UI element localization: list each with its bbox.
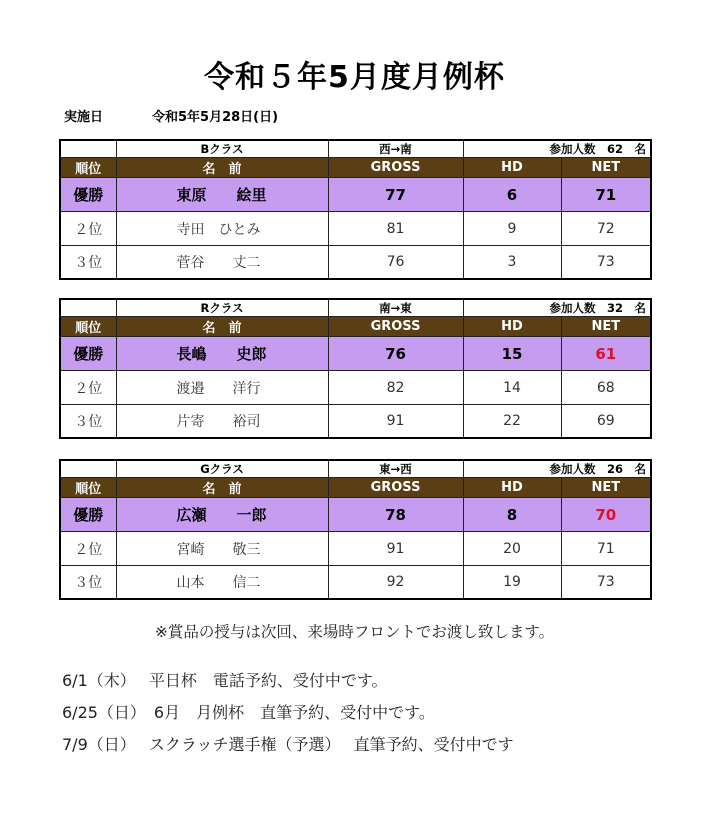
- player-name: 長嶋 史郎: [116, 337, 328, 371]
- class-name: Bクラス: [116, 140, 328, 158]
- rank-cell: ２位: [60, 212, 116, 246]
- rank-cell: ３位: [60, 246, 116, 280]
- gross-score: 76: [328, 246, 463, 280]
- course-route: 南→東: [328, 299, 463, 317]
- net-score: 73: [561, 566, 651, 600]
- player-name: 渡邉 洋行: [116, 371, 328, 405]
- table-row: [60, 532, 651, 566]
- gross-score: 81: [328, 212, 463, 246]
- col-header-hd: HD: [463, 158, 561, 178]
- participant-count: 参加人数 26 名: [463, 460, 651, 478]
- col-header-name: 名 前: [116, 158, 328, 178]
- table-row: [60, 566, 651, 600]
- handicap: 20: [463, 532, 561, 566]
- net-score: 68: [561, 371, 651, 405]
- handicap: 22: [463, 405, 561, 439]
- table-row: [60, 405, 651, 439]
- table-row: [60, 178, 651, 212]
- handicap: 14: [463, 371, 561, 405]
- participant-count: 参加人数 62 名: [463, 140, 651, 158]
- col-header-net: NET: [561, 158, 651, 178]
- player-name: 宮崎 敬三: [116, 532, 328, 566]
- rank-cell: 優勝: [60, 498, 116, 532]
- net-score: 71: [561, 178, 651, 212]
- col-header-net: NET: [561, 317, 651, 337]
- handicap: 9: [463, 212, 561, 246]
- rank-cell: ３位: [60, 405, 116, 439]
- net-score: 61: [561, 337, 651, 371]
- results-table: [59, 459, 652, 600]
- col-header-rank: 順位: [60, 158, 116, 178]
- gross-score: 78: [328, 498, 463, 532]
- prize-notice: ※賞品の授与は次回、来場時フロントでお渡し致します。: [154, 623, 555, 641]
- player-name: 山本 信二: [116, 566, 328, 600]
- class-name: Rクラス: [116, 299, 328, 317]
- col-header-rank: 順位: [60, 478, 116, 498]
- player-name: 寺田 ひとみ: [116, 212, 328, 246]
- net-score: 69: [561, 405, 651, 439]
- results-table: [59, 139, 652, 280]
- col-header-gross: GROSS: [328, 478, 463, 498]
- caption-blank: [60, 140, 116, 158]
- player-name: 菅谷 丈二: [116, 246, 328, 280]
- rank-cell: 優勝: [60, 337, 116, 371]
- col-header-gross: GROSS: [328, 158, 463, 178]
- rank-cell: ２位: [60, 532, 116, 566]
- table-row: [60, 246, 651, 280]
- col-header-net: NET: [561, 478, 651, 498]
- event-item: 6/25（日） 6月 月例杯 直筆予約、受付中です。: [62, 703, 435, 722]
- gross-score: 91: [328, 405, 463, 439]
- gross-score: 76: [328, 337, 463, 371]
- net-score: 70: [561, 498, 651, 532]
- caption-blank: [60, 299, 116, 317]
- gross-score: 91: [328, 532, 463, 566]
- gross-score: 77: [328, 178, 463, 212]
- rank-cell: ３位: [60, 566, 116, 600]
- col-header-hd: HD: [463, 317, 561, 337]
- net-score: 72: [561, 212, 651, 246]
- handicap: 15: [463, 337, 561, 371]
- page-title: 令和５年5月度月例杯: [204, 60, 505, 95]
- caption-blank: [60, 460, 116, 478]
- col-header-gross: GROSS: [328, 317, 463, 337]
- results-table: [59, 298, 652, 439]
- rank-cell: ２位: [60, 371, 116, 405]
- course-route: 東→西: [328, 460, 463, 478]
- gross-score: 82: [328, 371, 463, 405]
- player-name: 片寄 裕司: [116, 405, 328, 439]
- handicap: 6: [463, 178, 561, 212]
- event-date: [64, 106, 279, 125]
- course-route: 西→南: [328, 140, 463, 158]
- gross-score: 92: [328, 566, 463, 600]
- handicap: 19: [463, 566, 561, 600]
- class-name: Gクラス: [116, 460, 328, 478]
- upcoming-events: [62, 668, 514, 764]
- rank-cell: 優勝: [60, 178, 116, 212]
- col-header-rank: 順位: [60, 317, 116, 337]
- player-name: 東原 絵里: [116, 178, 328, 212]
- handicap: 8: [463, 498, 561, 532]
- player-name: 広瀬 一郎: [116, 498, 328, 532]
- col-header-name: 名 前: [116, 478, 328, 498]
- event-item: 7/9（日） スクラッチ選手権（予選） 直筆予約、受付中です: [62, 735, 514, 754]
- table-row: [60, 337, 651, 371]
- event-item: 6/1（木） 平日杯 電話予約、受付中です。: [62, 671, 388, 690]
- table-row: [60, 498, 651, 532]
- col-header-name: 名 前: [116, 317, 328, 337]
- handicap: 3: [463, 246, 561, 280]
- net-score: 73: [561, 246, 651, 280]
- date-label: 実施日: [64, 110, 104, 125]
- table-row: [60, 371, 651, 405]
- date-value: 令和5年5月28日(日): [152, 110, 279, 125]
- participant-count: 参加人数 32 名: [463, 299, 651, 317]
- col-header-hd: HD: [463, 478, 561, 498]
- net-score: 71: [561, 532, 651, 566]
- table-row: [60, 212, 651, 246]
